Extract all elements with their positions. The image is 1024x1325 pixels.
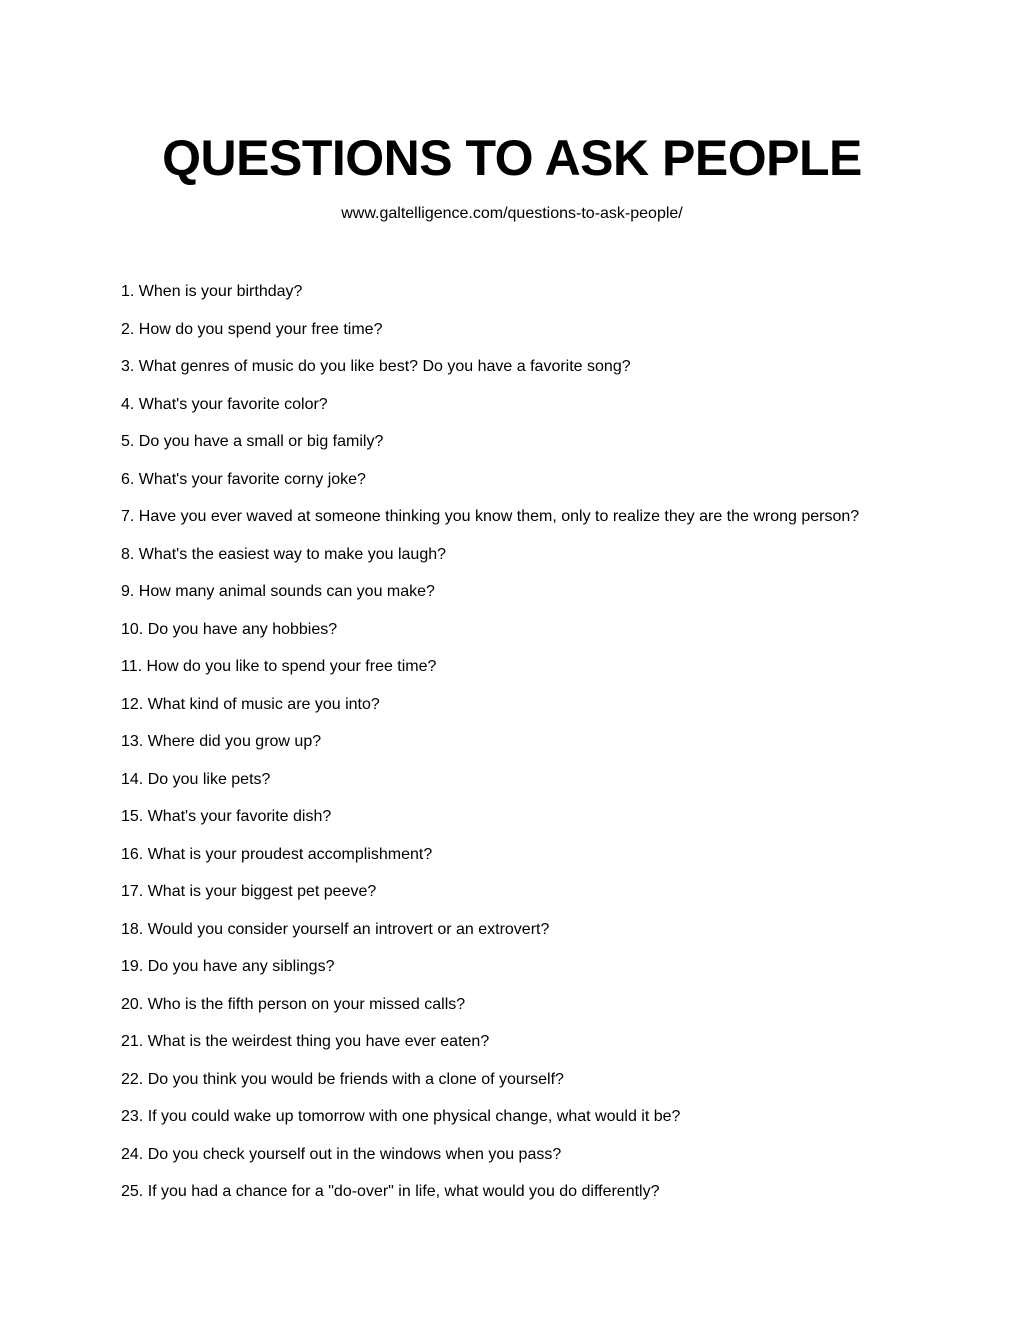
question-item: 18. Would you consider yourself an introvert or an extrovert?: [121, 920, 550, 938]
question-item: 3. What genres of music do you like best? Do you have a favorite song?: [121, 358, 631, 375]
question-item: 4. What's your favorite color?: [121, 395, 328, 413]
question-item: 21. What is the weirdest thing you have ever eaten?: [121, 1033, 490, 1050]
question-item: 24. Do you check yourself out in the windows when you pass?: [121, 1145, 562, 1163]
question-item: 23. If you could wake up tomorrow with one physical change, what would it be?: [121, 1108, 681, 1125]
question-item: 7. Have you ever waved at someone thinking you know them, only to realize they are the wrong person?: [121, 508, 860, 525]
question-item: 2. How do you spend your free time?: [121, 320, 383, 338]
question-item: 11. How do you like to spend your free time?: [121, 658, 437, 675]
question-item: 9. How many animal sounds can you make?: [121, 583, 435, 600]
page-title: QUESTIONS TO ASK PEOPLE: [162, 130, 862, 186]
question-list: [121, 281, 981, 1219]
question-item: 14. Do you like pets?: [121, 770, 271, 788]
question-item: 15. What's your favorite dish?: [121, 808, 332, 825]
question-item: 20. Who is the fifth person on your missed calls?: [121, 995, 466, 1013]
question-item: 17. What is your biggest pet peeve?: [121, 883, 377, 900]
question-item: 8. What's the easiest way to make you laugh?: [121, 545, 447, 563]
question-item: 19. Do you have any siblings?: [121, 958, 335, 975]
question-item: 25. If you had a chance for a "do-over" in life, what would you do differently?: [121, 1183, 660, 1200]
question-item: 10. Do you have any hobbies?: [121, 620, 338, 638]
source-url: www.galtelligence.com/questions-to-ask-people/: [341, 205, 683, 222]
question-item: 22. Do you think you would be friends with a clone of yourself?: [121, 1070, 564, 1088]
question-item: 12. What kind of music are you into?: [121, 695, 380, 713]
question-item: 1. When is your birthday?: [121, 283, 303, 300]
question-item: 6. What's your favorite corny joke?: [121, 470, 366, 488]
question-item: 16. What is your proudest accomplishment?: [121, 845, 433, 863]
question-item: 5. Do you have a small or big family?: [121, 433, 384, 450]
question-item: 13. Where did you grow up?: [121, 733, 322, 750]
